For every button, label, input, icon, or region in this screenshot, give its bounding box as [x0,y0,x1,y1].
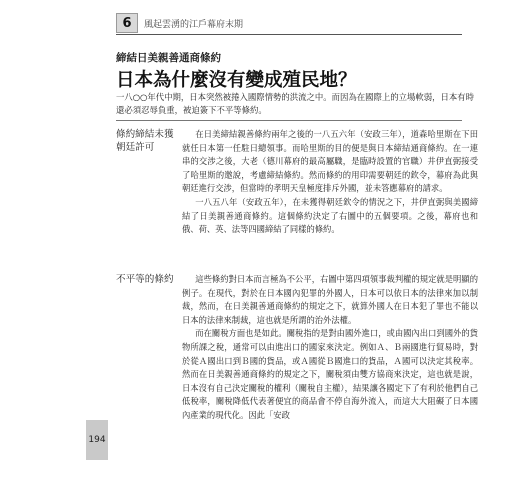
running-header [116,14,243,32]
header-divider [116,34,462,35]
section-body-treaty-unapproved [182,128,478,237]
body-paragraph: 在日美締結親善條約兩年之後的一八五六年（安政三年），道森哈里斯在下田就任日本第一任駐日總領事。而哈里斯的目的便是與日本締結通商條約。在一連串的交涉之後，大老（德川幕府的最高屬職，是臨時設置的官職）井伊直弼接受了哈里斯的邀說，考慮締結條約。然而條約的用印需要朝廷的欽令，幕府為此與朝廷進行交涉，但當時的孝明天皇極度排斥外國，並未答應幕府的請求。 [182,129,478,194]
side-label-treaty-unapproved: 條約締結未獲朝廷許可 [116,129,174,153]
page-number: 194 [86,420,108,460]
body-paragraph: 而在關稅方面也是如此。關稅指的是對由國外進口，或由國內出口到國外的貨物所課之稅，通常可以由進出口的國家來決定。例如Ａ、Ｂ兩國進行貿易時，對於從Ａ國出口到Ｂ國的貨品，或Ａ國從Ｂ國進口的貨品，Ａ國可以決定其稅率。然而在日美親善通商條約的規定之下，關稅須由雙方協商來決定，這也就是說，日本沒有自己決定關稅的權利（關稅自主權），結果讓各國定下了有利於他們自己低稅率，關稅降低代表著便宜的商品會不停自海外流入，而這大大阻礙了日本國內產業的現代化。因此「安政 [182,328,478,420]
chapter-number-badge: 6 [116,13,138,33]
chapter-title: 風起雲湧的江戶幕府末期 [144,19,244,30]
article-kicker: 締結日美親善通商條約 [116,52,221,64]
side-label-unequal-treaty: 不平等的條約 [116,274,174,285]
article-lead [116,91,478,117]
lead-divider [116,120,462,121]
body-paragraph: 一八五八年（安政五年），在未獲得朝廷欽令的情況之下，井伊直弼與美國締結了日美親善通商條約。這個條約決定了右圖中的五個要項。之後，幕府也和俄、荷、英、法等四國締結了同樣的條約。 [182,196,478,235]
body-paragraph: 這些條約對日本而言極為不公平，右圖中第四項領事裁判權的規定就是明顯的例子。在現代，對於在日本國內犯罪的外國人，日本可以依日本的法律來加以制裁，然而，在日美親善通商條約的規定之下，就算外國人在日本犯了罪也不能以日本的法律來制裁，這也就是所謂的治外法權。 [182,274,478,325]
lead-paragraph: 一八○○年代中期，日本突然被捲入國際情勢的洪流之中。而因為在國際上的立場軟弱，日本有時還必須忍辱負重，被迫簽下不平等條約。 [116,92,474,115]
section-body-unequal-treaty [182,273,478,423]
article-headline: 日本為什麼沒有變成殖民地？ [116,70,357,91]
